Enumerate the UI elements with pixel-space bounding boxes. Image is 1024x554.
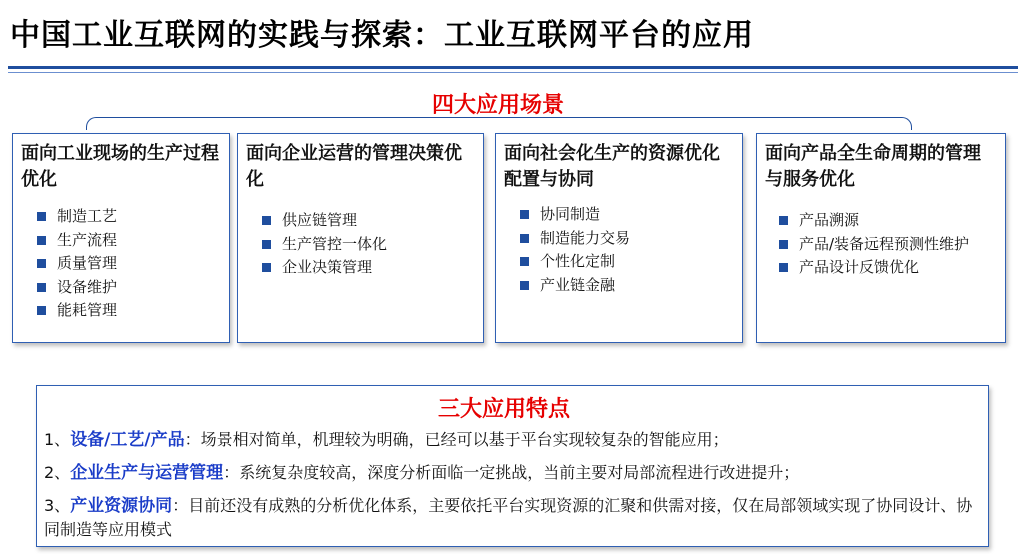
list-item: 产品溯源 bbox=[777, 209, 997, 233]
scenario-card-social bbox=[495, 133, 743, 343]
square-bullet-icon bbox=[779, 263, 788, 272]
scenario-card-factory bbox=[12, 133, 230, 343]
list-item: 设备维护 bbox=[35, 276, 221, 300]
square-bullet-icon bbox=[37, 259, 46, 268]
list-item: 产业链金融 bbox=[518, 274, 734, 298]
square-bullet-icon bbox=[779, 240, 788, 249]
square-bullet-icon bbox=[37, 283, 46, 292]
list-item: 产品/装备远程预测性维护 bbox=[777, 233, 997, 257]
feature-highlight: 设备/工艺/产品 bbox=[70, 430, 185, 450]
list-item: 制造能力交易 bbox=[518, 227, 734, 251]
list-item: 企业决策管理 bbox=[260, 256, 475, 280]
card-title: 面向产品全生命周期的管理与服务优化 bbox=[765, 143, 981, 190]
feature-highlight: 产业资源协同 bbox=[70, 496, 173, 516]
list-item: 产品设计反馈优化 bbox=[777, 256, 997, 280]
list-item: 制造工艺 bbox=[35, 205, 221, 229]
list-item: 能耗管理 bbox=[35, 299, 221, 323]
square-bullet-icon bbox=[262, 240, 271, 249]
square-bullet-icon bbox=[262, 263, 271, 272]
square-bullet-icon bbox=[520, 281, 529, 290]
list-item: 供应链管理 bbox=[260, 209, 475, 233]
card-title: 面向社会化生产的资源优化配置与协同 bbox=[504, 143, 720, 190]
square-bullet-icon bbox=[520, 210, 529, 219]
feature-highlight: 企业生产与运营管理 bbox=[70, 463, 224, 483]
scenario-card-lifecycle bbox=[756, 133, 1006, 343]
square-bullet-icon bbox=[37, 212, 46, 221]
scenario-card-operations bbox=[237, 133, 484, 343]
feature-item: 2、企业生产与运营管理：系统复杂度较高，深度分析面临一定挑战，当前主要对局部流程进行改进提升； bbox=[44, 463, 800, 483]
card-title: 面向工业现场的生产过程优化 bbox=[21, 143, 219, 190]
square-bullet-icon bbox=[520, 257, 529, 266]
list-item: 协同制造 bbox=[518, 203, 734, 227]
list-item: 生产流程 bbox=[35, 229, 221, 253]
features-heading: 三大应用特点 bbox=[438, 397, 571, 422]
feature-item: 1、设备/工艺/产品：场景相对简单，机理较为明确，已经可以基于平台实现较复杂的智能应用； bbox=[44, 430, 729, 450]
square-bullet-icon bbox=[520, 234, 529, 243]
page-title: 中国工业互联网的实践与探索：工业互联网平台的应用 bbox=[10, 18, 754, 53]
list-item: 生产管控一体化 bbox=[260, 233, 475, 257]
scenarios-bracket bbox=[86, 117, 912, 130]
list-item: 质量管理 bbox=[35, 252, 221, 276]
card-title: 面向企业运营的管理决策优化 bbox=[246, 143, 462, 190]
square-bullet-icon bbox=[37, 306, 46, 315]
title-divider-thin bbox=[8, 72, 1018, 73]
square-bullet-icon bbox=[37, 236, 46, 245]
square-bullet-icon bbox=[262, 216, 271, 225]
square-bullet-icon bbox=[779, 216, 788, 225]
title-divider bbox=[8, 66, 1018, 69]
feature-item: 3、产业资源协同：目前还没有成熟的分析优化体系，主要依托平台实现资源的汇聚和供需对接，仅在局部领域实现了协同设计、协同制造等应用模式 bbox=[44, 496, 973, 539]
scenarios-heading: 四大应用场景 bbox=[432, 93, 565, 118]
list-item: 个性化定制 bbox=[518, 250, 734, 274]
